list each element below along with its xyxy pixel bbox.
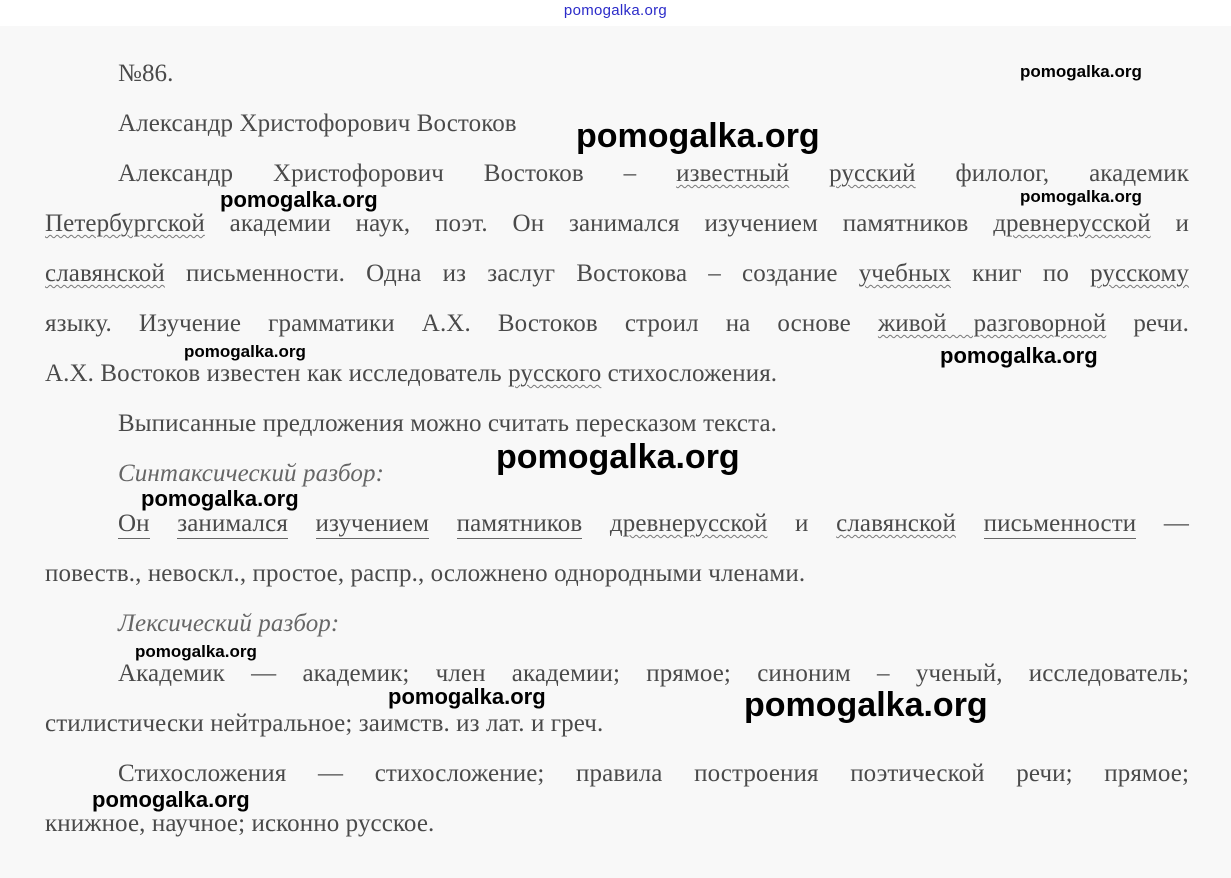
lexical-heading: Лексический разбор: xyxy=(118,610,340,637)
watermark: pomogalka.org xyxy=(92,787,250,812)
adjective-underlined: древнерусской xyxy=(993,210,1151,237)
syntax-description: повеств., невоскл., простое, распр., осложнено однородными членами. xyxy=(45,560,806,587)
site-link[interactable]: pomogalka.org xyxy=(563,2,668,19)
member-underlined: памятников xyxy=(456,510,583,537)
text-run: академии наук, поэт. Он занимался изучением памятников xyxy=(229,210,969,237)
text-run: и xyxy=(1175,210,1189,237)
adjective-underlined: русскому xyxy=(1090,260,1189,287)
lexical-entry-1-line-2: стилистически нейтральное; заимств. из лат. и греч. xyxy=(45,710,604,737)
syntax-heading: Синтаксический разбор: xyxy=(118,460,385,487)
watermark: pomogalka.org xyxy=(220,187,378,212)
paragraph-line-4 xyxy=(45,310,1189,338)
member-underlined: славянской xyxy=(836,510,956,537)
paragraph-line-5 xyxy=(45,360,777,388)
member-underlined: изучением xyxy=(315,510,430,537)
text-run: филолог, академик xyxy=(955,160,1189,187)
adjective-underlined: учебных xyxy=(858,260,951,287)
adjective-underlined: известный xyxy=(676,160,790,187)
watermark: pomogalka.org xyxy=(940,343,1098,368)
text-title: Александр Христофорович Востоков xyxy=(118,110,517,137)
member-underlined: древнерусской xyxy=(609,510,768,537)
adjective-underlined: русского xyxy=(508,360,602,387)
dash: — xyxy=(1163,510,1189,537)
text-run: письменности. Одна из заслуг Востокова – создание xyxy=(186,260,838,287)
watermark: pomogalka.org xyxy=(744,686,988,724)
exercise-number: №86. xyxy=(118,60,174,87)
adjective-underlined: русский xyxy=(829,160,916,187)
paragraph-line-3 xyxy=(45,260,1189,288)
watermark: pomogalka.org xyxy=(1020,187,1142,206)
adjective-underlined: Петербургской xyxy=(45,210,205,237)
watermark: pomogalka.org xyxy=(576,117,820,155)
predicate-underlined: занимался xyxy=(177,510,288,537)
text-run: А.Х. Востоков известен как исследователь xyxy=(45,360,502,387)
text-run: речи. xyxy=(1133,310,1189,337)
lexical-entry-1-line-1: Академик — академик; член академии; прямое; синоним – ученый, исследователь; xyxy=(118,660,1189,687)
text-run: Александр Христофорович Востоков – xyxy=(118,160,637,187)
watermark: pomogalka.org xyxy=(1020,62,1142,81)
text-run: стихосложения. xyxy=(607,360,778,387)
watermark: pomogalka.org xyxy=(496,438,740,476)
lexical-entry-2-line-2: книжное, научное; исконно русское. xyxy=(45,810,435,837)
watermark: pomogalka.org xyxy=(141,486,299,511)
text-run: языку. Изучение грамматики А.Х. Востоков строил на основе xyxy=(45,310,851,337)
watermark: pomogalka.org xyxy=(388,684,546,709)
text-run: и xyxy=(795,510,809,537)
member-underlined: письменности xyxy=(983,510,1137,537)
lexical-entry-2-line-1: Стихосложения — стихосложение; правила построения поэтической речи; прямое; xyxy=(118,760,1189,787)
watermark: pomogalka.org xyxy=(184,342,306,361)
paragraph-line-1 xyxy=(118,160,1189,188)
adjective-underlined: славянской xyxy=(45,260,165,287)
subject-underlined: Он xyxy=(118,510,150,537)
adjective-underlined: живой разговорной xyxy=(877,310,1107,337)
syntax-sentence xyxy=(118,510,1189,538)
text-run: книг по xyxy=(972,260,1069,287)
watermark: pomogalka.org xyxy=(135,642,257,661)
paragraph-line-2 xyxy=(45,210,1189,238)
note-text: Выписанные предложения можно считать пересказом текста. xyxy=(118,410,777,437)
